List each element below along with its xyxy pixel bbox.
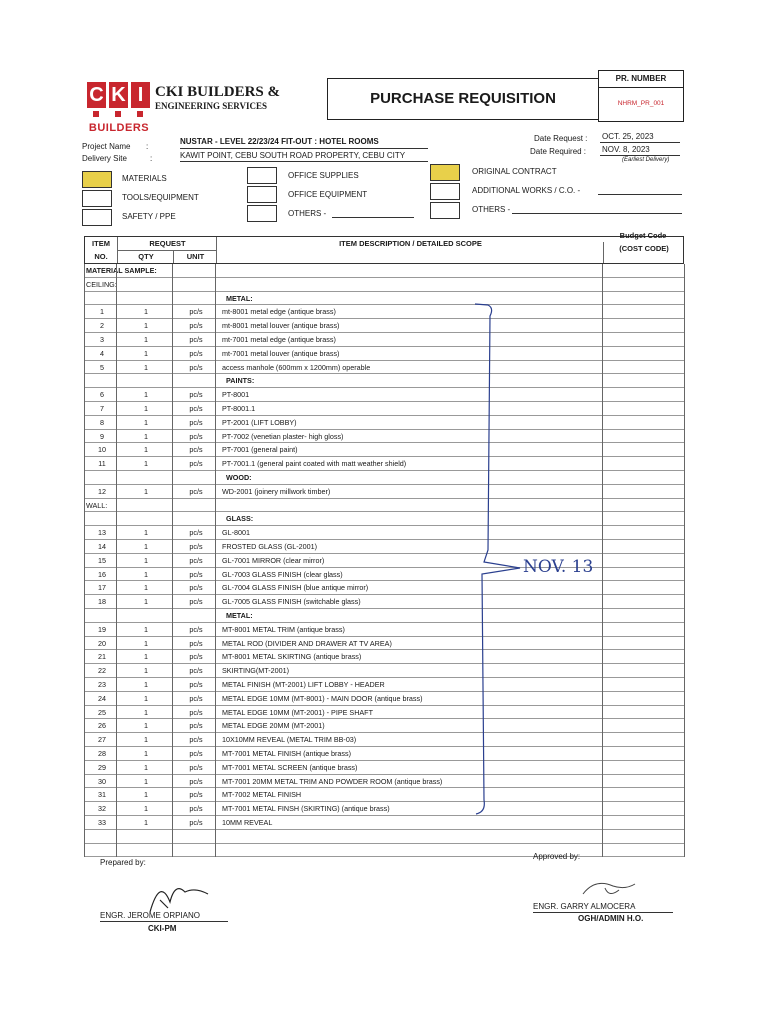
- table-row: [84, 457, 684, 471]
- cell-unit: pc/s: [189, 680, 203, 689]
- table-row: [84, 678, 684, 692]
- table-row: [84, 388, 684, 402]
- cell-no: 2: [100, 321, 104, 331]
- cell-no: 9: [100, 431, 104, 441]
- cell-desc: MT-7001 METAL FINSH (SKIRTING) (antique brass): [222, 804, 390, 814]
- cell-qty: 1: [144, 459, 148, 469]
- company-subtitle: ENGINEERING SERVICES: [155, 101, 267, 111]
- cell-unit: pc/s: [189, 707, 203, 717]
- cell-desc: METAL EDGE 10MM (MT-2001) - PIPE SHAFT: [222, 707, 373, 717]
- cell-no: 3: [100, 335, 104, 344]
- safety-checkbox[interactable]: [82, 209, 112, 226]
- cell-unit: pc/s: [189, 790, 203, 800]
- section-row: [84, 471, 684, 485]
- grid-line: [172, 264, 173, 857]
- cell-unit: pc/s: [189, 597, 203, 607]
- table-row: [84, 333, 684, 347]
- cell-text: GLASS:: [226, 514, 254, 524]
- cell-no: 30: [98, 776, 106, 786]
- cell-unit: pc/s: [189, 417, 203, 427]
- header-description: ITEM DESCRIPTION / DETAILED SCOPE: [216, 237, 604, 263]
- table-row: [84, 719, 684, 733]
- cell-qty: 1: [144, 624, 148, 634]
- cell-desc: GL-7004 GLASS FINISH (blue antique mirror): [222, 583, 369, 593]
- cell-no: 10: [98, 445, 106, 455]
- table-row: [84, 361, 684, 375]
- logo-letter-k: K: [109, 82, 128, 108]
- cell-desc: MT-7001 20MM METAL TRIM AND POWDER ROOM (antique brass): [222, 776, 443, 786]
- cell-desc: access manhole (600mm x 1200mm) operable: [222, 362, 371, 372]
- table-row: [84, 637, 684, 651]
- cell-no: 19: [98, 624, 106, 634]
- cell-desc: 10X10MM REVEAL (METAL TRIM BB-03): [222, 735, 357, 745]
- cell-unit: pc/s: [189, 307, 203, 317]
- table-row: [84, 416, 684, 430]
- cell-qty: 1: [144, 404, 148, 413]
- cell-qty: 1: [144, 666, 148, 676]
- cell-qty: 1: [144, 721, 148, 731]
- cell-desc: METAL EDGE 20MM (MT-2001): [222, 721, 325, 731]
- cell-desc: PT-7001.1 (general paint coated with matt weather shield): [222, 459, 407, 469]
- cell-desc: SKIRTING(MT-2001): [222, 666, 289, 676]
- table-row: [84, 347, 684, 361]
- cell-unit: pc/s: [189, 404, 203, 413]
- cell-unit: pc/s: [189, 555, 203, 565]
- materials-checkbox[interactable]: [82, 171, 112, 188]
- grid-line: [116, 264, 117, 857]
- cell-text: CEILING:: [86, 279, 117, 289]
- additional-works-label: ADDITIONAL WORKS / C.O. -: [472, 186, 581, 195]
- cell-qty: 1: [144, 417, 148, 427]
- cell-no: 15: [98, 555, 106, 565]
- cell-qty: 1: [144, 555, 148, 565]
- cell-unit: pc/s: [189, 804, 203, 814]
- company-name: CKI BUILDERS &: [155, 84, 281, 100]
- approved-by-name: ENGR. GARRY ALMOCERA: [533, 902, 636, 911]
- cell-unit: pc/s: [189, 486, 203, 496]
- table-row: [84, 540, 684, 554]
- cell-no: 6: [100, 390, 104, 400]
- additional-works-checkbox[interactable]: [430, 183, 460, 200]
- project-name-label: Project Name: [82, 142, 131, 151]
- cell-qty: 1: [144, 362, 148, 372]
- pr-number-label: PR. NUMBER: [599, 71, 683, 88]
- cell-unit: pc/s: [189, 362, 203, 372]
- cell-desc: PT-8001.1: [222, 404, 256, 413]
- cell-desc: mt-8001 metal louver (antique brass): [222, 321, 340, 331]
- cell-qty: 1: [144, 321, 148, 331]
- materials-label: MATERIALS: [122, 174, 167, 183]
- table-row: [84, 485, 684, 499]
- cell-no: 14: [98, 542, 106, 551]
- section-row: [84, 264, 684, 278]
- cell-no: 32: [98, 804, 106, 814]
- cell-no: 17: [98, 583, 106, 593]
- cell-desc: PT-8001: [222, 390, 250, 400]
- cell-no: 22: [98, 666, 106, 676]
- header-item: ITEM: [92, 239, 110, 248]
- cell-qty: 1: [144, 445, 148, 455]
- cell-no: 1: [100, 307, 104, 317]
- logo-letter-i: I: [131, 82, 150, 108]
- cell-qty: 1: [144, 762, 148, 772]
- cell-desc: mt-7001 metal louver (antique brass): [222, 348, 340, 358]
- cell-qty: 1: [144, 431, 148, 441]
- office-equipment-label: OFFICE EQUIPMENT: [288, 190, 368, 199]
- delivery-site-value: KAWIT POINT, CEBU SOUTH ROAD PROPERTY, CEBU CITY: [180, 151, 406, 160]
- cell-no: 5: [100, 362, 104, 372]
- cell-unit: pc/s: [189, 735, 203, 745]
- cell-no: 4: [100, 348, 104, 358]
- cell-no: 13: [98, 528, 106, 538]
- cell-desc: WD-2001 (joinery millwork timber): [222, 486, 331, 496]
- table-row: [84, 761, 684, 775]
- cell-qty: 1: [144, 583, 148, 593]
- table-row: [84, 430, 684, 444]
- cell-desc: GL-8001: [222, 528, 250, 538]
- table-row: [84, 595, 684, 609]
- cell-desc: METAL EDGE 10MM (MT-8001) - MAIN DOOR (antique brass): [222, 693, 423, 703]
- cell-desc: PT-7002 (venetian plaster- high gloss): [222, 431, 344, 441]
- cell-unit: pc/s: [189, 762, 203, 772]
- table-header: [84, 231, 684, 264]
- cell-unit: pc/s: [189, 335, 203, 344]
- cell-unit: pc/s: [189, 749, 203, 758]
- table-row: [84, 443, 684, 457]
- cell-qty: 1: [144, 707, 148, 717]
- cell-no: 20: [98, 638, 106, 648]
- tools-label: TOOLS/EQUIPMENT: [122, 193, 199, 202]
- others1-label: OTHERS -: [288, 209, 327, 218]
- cell-desc: GL-7005 GLASS FINISH (switchable glass): [222, 597, 361, 607]
- table-row: [84, 747, 684, 761]
- cell-no: 18: [98, 597, 106, 607]
- original-contract-label: ORIGINAL CONTRACT: [472, 167, 557, 176]
- cell-unit: pc/s: [189, 321, 203, 331]
- cell-desc: PT-7001 (general paint): [222, 445, 298, 455]
- section-row: [84, 292, 684, 306]
- cell-text: PAINTS:: [226, 376, 255, 386]
- grid-line: [215, 264, 216, 857]
- cell-no: 31: [98, 790, 106, 800]
- cell-no: 21: [98, 652, 106, 662]
- logo-builders-text: BUILDERS: [88, 122, 150, 134]
- section-row: [84, 374, 684, 388]
- header-budget-code: Budget Code: [619, 231, 667, 240]
- cell-qty: 1: [144, 790, 148, 800]
- cell-no: 11: [98, 459, 106, 469]
- cell-unit: pc/s: [189, 652, 203, 662]
- approved-by-title: OGH/ADMIN H.O.: [578, 914, 644, 923]
- company-logo: [87, 82, 151, 134]
- cell-text: WALL:: [86, 500, 108, 510]
- table-row: [84, 733, 684, 747]
- table-row: [84, 802, 684, 816]
- cell-no: 8: [100, 417, 104, 427]
- cell-unit: pc/s: [189, 818, 203, 827]
- cell-no: 29: [98, 762, 106, 772]
- prepared-by-label: Prepared by:: [100, 858, 146, 867]
- cell-no: 27: [98, 735, 106, 745]
- table-row: [84, 816, 684, 830]
- cell-qty: 1: [144, 569, 148, 579]
- blank-row: [84, 844, 684, 858]
- date-required-label: Date Required :: [530, 147, 587, 156]
- cell-unit: pc/s: [189, 348, 203, 358]
- table-row: [84, 568, 684, 582]
- date-request-value: OCT. 25, 2023: [602, 132, 654, 141]
- cell-text: WOOD:: [226, 473, 252, 482]
- table-row: [84, 706, 684, 720]
- cell-desc: PT-2001 (LIFT LOBBY): [222, 417, 297, 427]
- header-unit: UNIT: [173, 250, 217, 263]
- cell-unit: pc/s: [189, 721, 203, 731]
- cell-unit: pc/s: [189, 776, 203, 786]
- cell-qty: 1: [144, 528, 148, 538]
- pr-number-box: [598, 70, 684, 122]
- cell-text: METAL:: [226, 293, 253, 303]
- cell-text: MATERIAL SAMPLE:: [86, 266, 157, 275]
- pr-number-value: NHRM_PR_001: [617, 100, 665, 107]
- cell-unit: pc/s: [189, 445, 203, 455]
- cell-qty: 1: [144, 307, 148, 317]
- cell-qty: 1: [144, 652, 148, 662]
- grid-line: [684, 264, 685, 857]
- cell-no: 7: [100, 404, 104, 413]
- cell-desc: METAL FINISH (MT-2001) LIFT LOBBY - HEADER: [222, 680, 385, 689]
- cell-desc: GL-7003 GLASS FINISH (clear glass): [222, 569, 343, 579]
- cell-unit: pc/s: [189, 528, 203, 538]
- tools-checkbox[interactable]: [82, 190, 112, 207]
- cell-desc: 10MM REVEAL: [222, 818, 273, 827]
- handwritten-date-note: NOV. 13: [523, 557, 594, 577]
- header-no: NO.: [94, 252, 108, 261]
- section-row: [84, 609, 684, 623]
- table-row: [84, 650, 684, 664]
- cell-desc: MT-8001 METAL SKIRTING (antique brass): [222, 652, 362, 662]
- date-required-value: NOV. 8, 2023: [602, 145, 650, 154]
- cell-desc: mt-8001 metal edge (antique brass): [222, 307, 336, 317]
- others2-checkbox[interactable]: [430, 202, 460, 219]
- cell-text: METAL:: [226, 611, 253, 620]
- cell-qty: 1: [144, 638, 148, 648]
- page-title: PURCHASE REQUISITION: [327, 78, 599, 120]
- cell-desc: MT-7002 METAL FINISH: [222, 790, 302, 800]
- table-row: [84, 402, 684, 416]
- cell-unit: pc/s: [189, 583, 203, 593]
- cell-unit: pc/s: [189, 569, 203, 579]
- safety-label: SAFETY / PPE: [122, 212, 176, 221]
- others2-label: OTHERS -: [472, 205, 511, 214]
- cell-no: 26: [98, 721, 106, 731]
- table-row: [84, 526, 684, 540]
- table-row: [84, 775, 684, 789]
- table-row: [84, 554, 684, 568]
- cell-desc: mt-7001 metal edge (antique brass): [222, 335, 336, 344]
- cell-no: 25: [98, 707, 106, 717]
- header-qty: QTY: [117, 250, 174, 263]
- cell-no: 16: [98, 569, 106, 579]
- blank-row: [84, 830, 684, 844]
- grid-line: [84, 264, 85, 857]
- cell-qty: 1: [144, 749, 148, 758]
- table-row: [84, 692, 684, 706]
- original-contract-checkbox[interactable]: [430, 164, 460, 181]
- table-row: [84, 664, 684, 678]
- approved-by-label: Approved by:: [533, 852, 581, 861]
- grid-line: [602, 264, 603, 857]
- header-request: REQUEST: [117, 237, 217, 251]
- earliest-delivery-note: (Earliest Delivery): [622, 157, 670, 163]
- cell-desc: GL-7001 MIRROR (clear mirror): [222, 555, 325, 565]
- cell-unit: pc/s: [189, 693, 203, 703]
- office-supplies-label: OFFICE SUPPLIES: [288, 171, 359, 180]
- cell-no: 12: [98, 486, 106, 496]
- approved-signature: [575, 876, 645, 904]
- cell-qty: 1: [144, 804, 148, 814]
- section-row: [84, 499, 684, 513]
- cell-no: 33: [98, 818, 106, 827]
- cell-unit: pc/s: [189, 638, 203, 648]
- cell-unit: pc/s: [189, 459, 203, 469]
- cell-qty: 1: [144, 818, 148, 827]
- cell-desc: MT-7001 METAL FINISH (antique brass): [222, 749, 352, 758]
- cell-unit: pc/s: [189, 431, 203, 441]
- cell-qty: 1: [144, 597, 148, 607]
- office-equipment-checkbox[interactable]: [247, 186, 277, 203]
- cell-qty: 1: [144, 680, 148, 689]
- cell-no: 24: [98, 693, 106, 703]
- cell-qty: 1: [144, 486, 148, 496]
- cell-desc: MT-8001 METAL TRIM (antique brass): [222, 624, 345, 634]
- cell-unit: pc/s: [189, 666, 203, 676]
- prepared-by-name: ENGR. JEROME ORPIANO: [100, 911, 201, 920]
- table-row: [84, 319, 684, 333]
- cell-qty: 1: [144, 735, 148, 745]
- cell-desc: METAL ROD (DIVIDER AND DRAWER AT TV AREA): [222, 638, 392, 648]
- cell-desc: FROSTED GLASS (GL-2001): [222, 542, 318, 551]
- cell-unit: pc/s: [189, 624, 203, 634]
- cell-qty: 1: [144, 335, 148, 344]
- date-request-label: Date Request :: [534, 134, 588, 143]
- table-row: [84, 788, 684, 802]
- others1-checkbox[interactable]: [247, 205, 277, 222]
- section-row: [84, 512, 684, 526]
- project-name-value: NUSTAR - LEVEL 22/23/24 FIT-OUT : HOTEL ROOMS: [180, 137, 379, 146]
- office-supplies-checkbox[interactable]: [247, 167, 277, 184]
- cell-qty: 1: [144, 693, 148, 703]
- table-row: [84, 581, 684, 595]
- delivery-site-label: Delivery Site: [82, 154, 127, 163]
- table-row: [84, 305, 684, 319]
- cell-qty: 1: [144, 776, 148, 786]
- cell-qty: 1: [144, 390, 148, 400]
- cell-unit: pc/s: [189, 542, 203, 551]
- cell-desc: MT-7001 METAL SCREEN (antique brass): [222, 762, 358, 772]
- cell-qty: 1: [144, 542, 148, 551]
- cell-unit: pc/s: [189, 390, 203, 400]
- header-cost-code: (COST CODE): [603, 242, 684, 263]
- cell-qty: 1: [144, 348, 148, 358]
- logo-letter-c: C: [87, 82, 106, 108]
- table-row: [84, 623, 684, 637]
- prepared-by-title: CKI-PM: [148, 924, 177, 933]
- section-row: [84, 278, 684, 292]
- cell-no: 28: [98, 749, 106, 758]
- cell-no: 23: [98, 680, 106, 689]
